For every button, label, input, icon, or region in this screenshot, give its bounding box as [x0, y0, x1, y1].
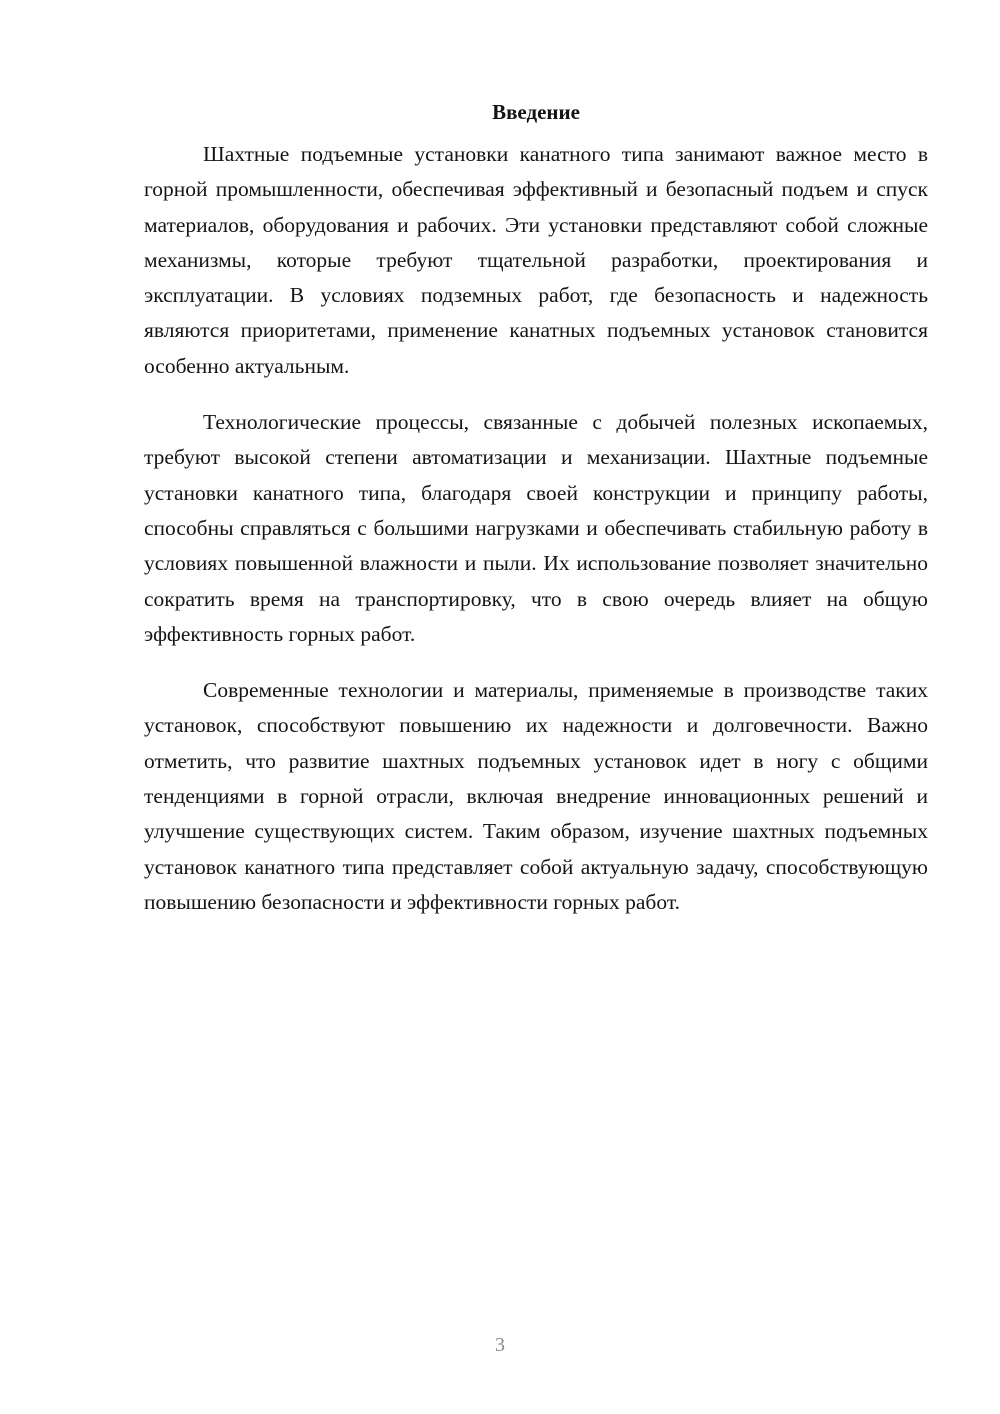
- section-heading: Введение: [492, 100, 580, 124]
- paragraph-2: Технологические процессы, связанные с добычей полезных ископаемых, требуют высокой степени автоматизации и механизации. Шахтные подъемные установки канатного типа, благодаря своей конструкции и принципу работы, способны справляться с большими нагрузками и обеспечивать стабильную работу в условиях повышенной влажности и пыли. Их использование позволяет значительно сократить время на транспортировку, что в свою очередь влияет на общую эффективность горных работ.: [144, 410, 928, 646]
- page-number: 3: [495, 1334, 505, 1356]
- paragraph-1: Шахтные подъемные установки канатного типа занимают важное место в горной промышленности, обеспечивая эффективный и безопасный подъем и спуск материалов, оборудования и рабочих. Эти установки представляют собой сложные механизмы, которые требуют тщательной разработки, проектирования и эксплуатации. В условиях подземных работ, где безопасность и надежность являются приоритетами, применение канатных подъемных установок становится особенно актуальным.: [144, 142, 928, 378]
- page-content: [144, 98, 928, 941]
- paragraph-3: Современные технологии и материалы, применяемые в производстве таких установок, способствуют повышению их надежности и долговечности. Важно отметить, что развитие шахтных подъемных установок идет в ногу с общими тенденциями в горной отрасли, включая внедрение инновационных решений и улучшение существующих систем. Таким образом, изучение шахтных подъемных установок канатного типа представляет собой актуальную задачу, способствующую повышению безопасности и эффективности горных работ.: [144, 678, 928, 914]
